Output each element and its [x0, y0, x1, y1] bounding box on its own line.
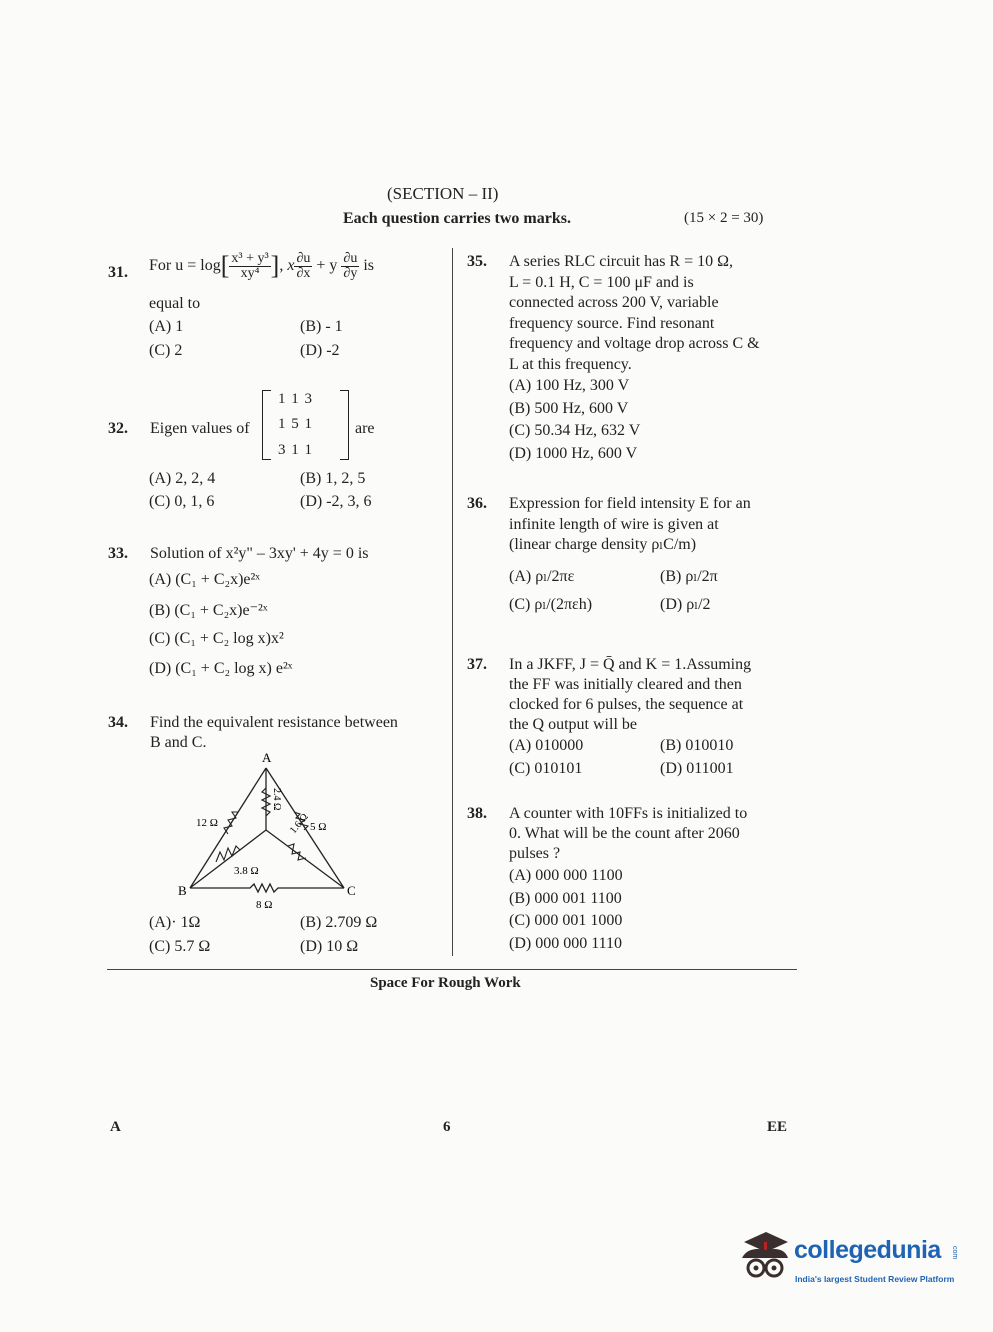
partial-y: $\frac{\partial u}{\partial y}$: [343, 250, 358, 281]
resistor-network-diagram: [170, 748, 370, 910]
booklet-code: A: [110, 1119, 121, 1135]
question-number: 31.: [108, 264, 128, 281]
label-5-ohm: 5 Ω: [310, 821, 327, 833]
text-line: connected across 200 V, variable: [509, 294, 719, 311]
matrix-left-bracket: [262, 390, 271, 460]
text-line: L = 0.1 H, C = 100 μF and is: [509, 273, 694, 291]
text-line: pulses ?: [509, 845, 561, 862]
collegedunia-watermark: [738, 1228, 966, 1290]
text-line: the Q output will be: [509, 716, 637, 733]
text-line: A counter with 10FFs is initialized to: [509, 805, 748, 822]
text-line: 0. What will be the count after 2060: [509, 825, 740, 842]
node-c-label: C: [347, 883, 356, 898]
option-d: (D) 1000 Hz, 600 V: [509, 445, 638, 462]
option-c: (C) 0, 1, 6: [149, 493, 215, 510]
text-line: A series RLC circuit has R = 10 Ω,: [509, 253, 733, 270]
option-b: (B) 000 001 1100: [509, 890, 622, 907]
marks-note: Each question carries two marks.: [343, 210, 571, 227]
edge-bc: [190, 884, 344, 892]
option-b: (B) (C₁ + C₂x)e⁻²ˣ: [149, 602, 268, 619]
option-c: (C) (C₁ + C₂ log x)x²: [149, 630, 284, 647]
q31-prefix: For u = log: [149, 257, 221, 274]
question-text-cont: equal to: [149, 295, 201, 312]
option-d: (D) ρₗ/2: [660, 596, 711, 613]
question-text: [509, 494, 779, 556]
text-line: In a JKFF, J = Q̄ and K = 1.Assuming: [509, 656, 752, 673]
matrix-row-2: 1 5 1: [278, 416, 313, 432]
marks-total: (15 × 2 = 30): [684, 210, 764, 226]
matrix-row-3: 3 1 1: [278, 442, 313, 458]
option-a: (A) 100 Hz, 300 V: [509, 377, 630, 394]
label-3-8-ohm: 3.8 Ω: [234, 865, 259, 877]
text-line: the FF was initially cleared and then: [509, 676, 742, 693]
label-1-6-ohm: 1.6 Ω: [287, 811, 311, 836]
option-b: (B) - 1: [300, 318, 343, 335]
label-8-ohm: 8 Ω: [256, 899, 273, 910]
question-text-cont: B and C.: [150, 734, 207, 751]
option-c: (C) ρₗ/(2πεh): [509, 596, 593, 613]
matrix-right-bracket: [340, 390, 349, 460]
option-a: (A) 2, 2, 4: [149, 470, 216, 487]
edge-b-mid: [190, 830, 266, 888]
option-b: (B) 1, 2, 5: [300, 470, 366, 487]
mascot-icon: [738, 1228, 792, 1286]
option-a: (A) 1: [149, 318, 184, 335]
option-c: (C) 000 001 1000: [509, 912, 623, 929]
option-a: (A) 000 000 1100: [509, 867, 623, 884]
log-fraction: $\frac{\text{x³ + y³}}{\text{xy⁴}}$: [231, 250, 269, 281]
node-b-label: B: [178, 883, 187, 898]
question-text-cont: are: [355, 420, 375, 437]
option-b: (B) 500 Hz, 600 V: [509, 400, 629, 417]
option-a: (A)· 1Ω: [149, 914, 201, 931]
option-d: (D) 011001: [660, 760, 734, 777]
option-c: (C) 5.7 Ω: [149, 938, 211, 955]
option-c: (C) 010101: [509, 760, 583, 777]
question-text: [509, 655, 781, 735]
option-d: (D) 000 000 1110: [509, 935, 623, 952]
option-c: (C) 2: [149, 342, 183, 359]
option-b: (B) ρₗ/2π: [660, 568, 718, 585]
option-a: (A) 010000: [509, 737, 584, 754]
label-12-ohm: 12 Ω: [196, 817, 218, 829]
edge-mid-c: [266, 830, 344, 888]
column-divider: [452, 248, 453, 956]
option-d: (D) (C₁ + C₂ log x) e²ˣ: [149, 660, 293, 677]
brand-suffix: com: [951, 1246, 958, 1260]
section-title: (SECTION – II): [387, 184, 499, 203]
brand-name: collegedunia: [794, 1236, 941, 1264]
matrix-row-1: 1 1 3: [278, 391, 313, 407]
page-number: 6: [443, 1119, 451, 1135]
footer-rule: [107, 969, 797, 970]
option-d: (D) -2, 3, 6: [300, 493, 372, 510]
text-line: L at this frequency.: [509, 355, 632, 373]
question-number: 34.: [108, 714, 128, 731]
option-a: (A) (C₁ + C₂x)e²ˣ: [149, 571, 260, 588]
label-2-4-ohm: 2.4 Ω: [271, 788, 282, 811]
question-number: 33.: [108, 545, 128, 562]
question-number: 38.: [467, 805, 487, 822]
brand-tagline: India's largest Student Review Platform: [795, 1274, 955, 1284]
question-text: [509, 804, 781, 864]
node-a-label: A: [262, 750, 272, 765]
question-text: For u = log [ $\frac{\text{x³ + y³}}{\text{xy⁴}}$ ] , x $\frac{\partial u}{\partial x}$ + y $\frac{\partial u}{\partial y}$ is: [149, 250, 374, 281]
text-line: frequency source. Find resonant: [509, 314, 715, 332]
text-line: frequency and voltage drop across C &: [509, 335, 760, 352]
question-number: 37.: [467, 656, 487, 673]
text-line: clocked for 6 pulses, the sequence at: [509, 696, 744, 713]
option-d: (D) -2: [300, 342, 340, 359]
question-text: Find the equivalent resistance between: [150, 714, 398, 731]
option-a: (A) ρₗ/2πε: [509, 568, 575, 585]
question-number: 35.: [467, 253, 487, 270]
question-text: Solution of x²y" – 3xy' + 4y = 0 is: [150, 545, 369, 562]
partial-x: $\frac{\partial u}{\partial x}$: [296, 250, 311, 281]
option-d: (D) 10 Ω: [300, 938, 359, 955]
option-b: (B) 2.709 Ω: [300, 914, 378, 931]
question-text: [509, 252, 779, 375]
text-line: Expression for field intensity E for an: [509, 495, 751, 512]
question-number: 32.: [108, 420, 128, 437]
question-number: 36.: [467, 495, 487, 512]
edge-ac: [266, 768, 344, 888]
option-b: (B) 010010: [660, 737, 734, 754]
question-text: Eigen values of: [150, 420, 250, 437]
rough-work-label: Space For Rough Work: [370, 975, 521, 991]
text-line: infinite length of wire is given at: [509, 515, 719, 533]
subject-code: EE: [767, 1119, 788, 1135]
option-c: (C) 50.34 Hz, 632 V: [509, 422, 641, 439]
text-line: (linear charge density ρₗC/m): [509, 536, 697, 553]
